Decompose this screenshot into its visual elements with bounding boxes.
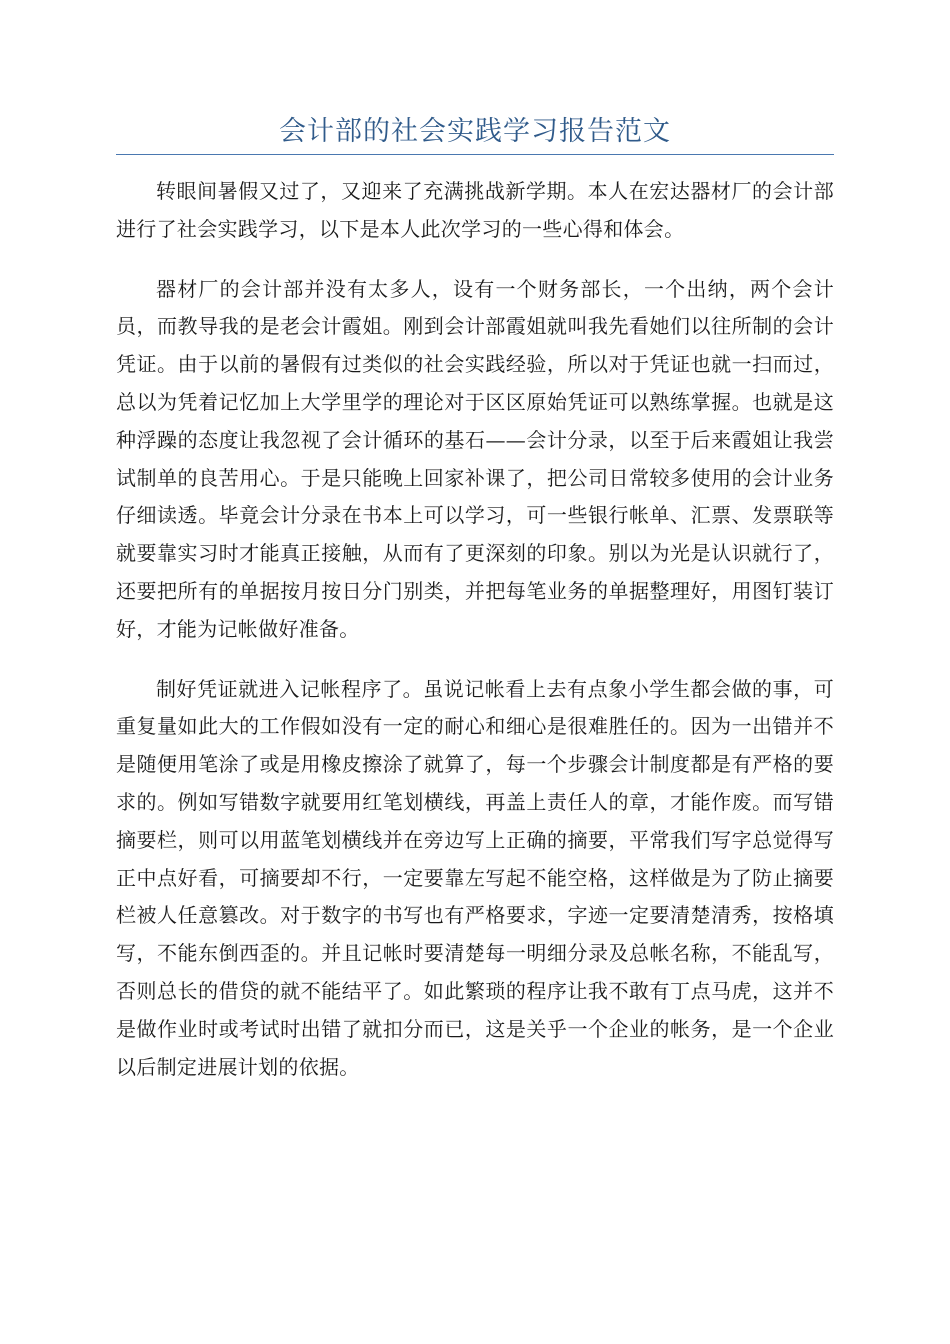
title-underline xyxy=(116,154,834,155)
paragraph-3: 制好凭证就进入记帐程序了。虽说记帐看上去有点象小学生都会做的事，可重复量如此大的工作假如没有一定的耐心和细心是很难胜任的。因为一出错并不是随便用笔涂了或是用橡皮擦涂了就算了，每一个步骤会计制度都是有严格的要求的。例如写错数字就要用红笔划横线，再盖上责任人的章，才能作废。而写错摘要栏，则可以用蓝笔划横线并在旁边写上正确的摘要，平常我们写字总觉得写正中点好看，可摘要却不行，一定要靠左写起不能空格，这样做是为了防止摘要栏被人任意篡改。对于数字的书写也有严格要求，字迹一定要清楚清秀，按格填写，不能东倒西歪的。并且记帐时要清楚每一明细分录及总帐名称，不能乱写，否则总长的借贷的就不能结平了。如此繁琐的程序让我不敢有丁点马虎，这并不是做作业时或考试时出错了就扣分而已，这是关乎一个企业的帐务，是一个企业以后制定进展计划的依据。 xyxy=(116,676,834,1079)
paragraph-1: 转眼间暑假又过了，又迎来了充满挑战新学期。本人在宏达器材厂的会计部进行了社会实践学习，以下是本人此次学习的一些心得和体会。 xyxy=(116,179,834,241)
document-title: 会计部的社会实践学习报告范文 xyxy=(279,116,671,147)
paragraph-2: 器材厂的会计部并没有太多人，设有一个财务部长，一个出纳，两个会计员，而教导我的是老会计霞姐。刚到会计部霞姐就叫我先看她们以往所制的会计凭证。由于以前的暑假有过类似的社会实践经验，所以对于凭证也就一扫而过，总以为凭着记忆加上大学里学的理论对于区区原始凭证可以熟练掌握。也就是这种浮躁的态度让我忽视了会计循环的基石——会计分录，以至于后来霞姐让我尝试制单的良苦用心。于是只能晚上回家补课了，把公司日常较多使用的会计业务仔细读透。毕竟会计分录在书本上可以学习，可一些银行帐单、汇票、发票联等就要靠实习时才能真正接触，从而有了更深刻的印象。别以为光是认识就行了，还要把所有的单据按月按日分门别类，并把每笔业务的单据整理好，用图钉装订好，才能为记帐做好准备。 xyxy=(116,276,834,641)
document-page xyxy=(116,110,834,1108)
